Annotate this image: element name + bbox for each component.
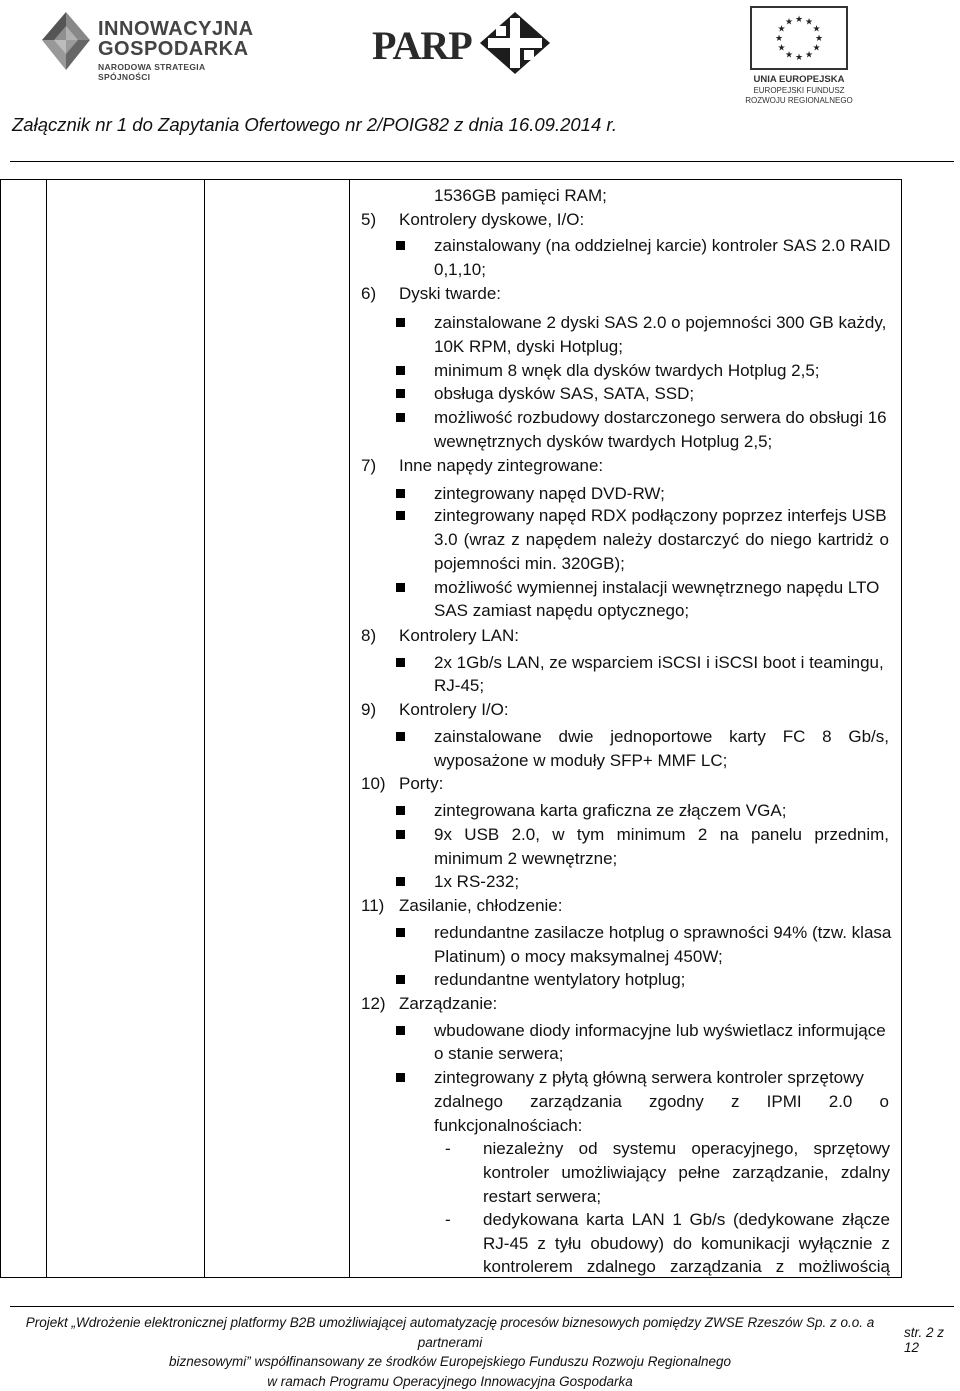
spec-text: obsługa dysków SAS, SATA, SSD; xyxy=(434,384,694,403)
bullet-square-icon xyxy=(396,241,405,250)
spec-text: minimum 8 wnęk dla dysków twardych Hotplug 2,5; xyxy=(434,361,820,380)
eu-flag-logo xyxy=(740,6,858,110)
section-heading xyxy=(361,624,519,648)
section-heading xyxy=(361,282,501,306)
bullet-square-icon xyxy=(396,732,405,741)
spec-text: dedykowana karta LAN 1 Gb/s (dedykowane złącze xyxy=(483,1208,890,1232)
section-number: 6) xyxy=(361,282,399,306)
section-heading xyxy=(361,894,562,918)
section-number: 8) xyxy=(361,624,399,648)
page-number: str. 2 z 12 xyxy=(904,1325,960,1355)
section-title: Kontrolery I/O: xyxy=(399,700,509,719)
innowacyjna-gospodarka-logo xyxy=(40,10,260,74)
spec-text: o stanie serwera; xyxy=(434,1044,563,1063)
spec-text: redundantne wentylatory hotplug; xyxy=(434,970,685,989)
svg-text:★: ★ xyxy=(785,51,793,61)
bullet-square-icon xyxy=(396,975,405,984)
section-number: 12) xyxy=(361,992,399,1016)
svg-text:★: ★ xyxy=(775,34,783,44)
footer-divider xyxy=(10,1306,954,1307)
section-title: Kontrolery dyskowe, I/O: xyxy=(399,210,584,229)
svg-text:★: ★ xyxy=(795,15,803,25)
section-title: Kontrolery LAN: xyxy=(399,626,519,645)
spec-text: kontroler umożliwiający pełne zarządzanie, zdalny xyxy=(483,1161,890,1185)
section-title: Dyski twarde: xyxy=(399,284,501,303)
table-column-divider xyxy=(204,180,205,1277)
spec-text: funkcjonalnościach: xyxy=(434,1116,582,1135)
svg-text:★: ★ xyxy=(785,18,793,28)
spec-text: RJ-45; xyxy=(434,676,484,695)
section-number: 11) xyxy=(361,894,399,918)
eu-flag xyxy=(750,6,848,70)
svg-text:★: ★ xyxy=(795,53,803,63)
header-divider xyxy=(10,161,954,162)
section-heading xyxy=(361,992,497,1016)
eu-logo-line2: EUROPEJSKI FUNDUSZ xyxy=(740,86,858,95)
section-heading xyxy=(361,772,443,796)
logo-ig-line3: NARODOWA STRATEGIA SPÓJNOŚCI xyxy=(98,62,260,82)
bullet-square-icon xyxy=(396,877,405,886)
parp-diamond-icon xyxy=(480,12,550,74)
spec-text: 2x 1Gb/s LAN, ze wsparciem iSCSI i iSCSI boot i teamingu, xyxy=(434,653,884,672)
footer-line1: Projekt „Wdrożenie elektronicznej platformy B2B umożliwiającej automatyzację procesów biznesowych pomiędzy ZWSE Rzeszów Sp. z o.o. a partnerami xyxy=(20,1313,880,1352)
bullet-square-icon xyxy=(396,511,405,520)
parp-wordmark: PARP xyxy=(372,26,472,66)
spec-text: 0,1,10; xyxy=(434,260,486,279)
spec-text: redundantne zasilacze hotplug o sprawności 94% (tzw. klasa xyxy=(434,923,891,942)
spec-text: pojemności min. 320GB); xyxy=(434,554,625,573)
logo-ig-line2: GOSPODARKA xyxy=(98,39,249,59)
bullet-square-icon xyxy=(396,489,405,498)
eu-logo-line3: ROZWOJU REGIONALNEGO xyxy=(740,96,858,105)
dash-bullet: - xyxy=(445,1137,451,1161)
spec-text: wyposażone w moduły SFP+ MMF LC; xyxy=(434,751,727,770)
section-number: 10) xyxy=(361,772,399,796)
spec-text: Platinum) o mocy maksymalnej 450W; xyxy=(434,947,723,966)
bullet-square-icon xyxy=(396,928,405,937)
spec-text: możliwość rozbudowy dostarczonego serwera do obsługi 16 xyxy=(434,408,887,427)
bullet-square-icon xyxy=(396,658,405,667)
footer-line2: biznesowymi” współfinansowany ze środków Europejskiego Funduszu Rozwoju Regionalnego xyxy=(20,1352,880,1372)
spec-text: kontrolerem zdalnego zarządzania z możliwością xyxy=(483,1255,890,1279)
section-number: 9) xyxy=(361,698,399,722)
section-title: Porty: xyxy=(399,774,443,793)
bullet-square-icon xyxy=(396,1026,405,1035)
spec-text: zintegrowana karta graficzna ze złączem VGA; xyxy=(434,801,786,820)
spec-text: minimum 2 wewnętrzne; xyxy=(434,849,617,868)
spec-text: wbudowane diody informacyjne lub wyświetlacz informujące xyxy=(434,1021,886,1040)
section-heading xyxy=(361,208,584,232)
bullet-square-icon xyxy=(396,1073,405,1082)
section-heading xyxy=(361,454,603,478)
eu-logo-line1: UNIA EUROPEJSKA xyxy=(740,74,858,85)
section-title: Zasilanie, chłodzenie: xyxy=(399,896,562,915)
spec-text: 3.0 (wraz z napędem należy dostarczyć do niego kartridż o xyxy=(434,528,889,552)
spec-text: zintegrowany napęd RDX podłączony poprzez interfejs USB xyxy=(434,506,887,525)
svg-text:★: ★ xyxy=(777,25,785,35)
spec-text: zainstalowane dwie jednoportowe karty FC 8 Gb/s, xyxy=(434,725,889,749)
footer-line3: w ramach Programu Operacyjnego Innowacyjna Gospodarka xyxy=(20,1372,880,1391)
table-column-divider xyxy=(349,180,350,1277)
parp-logo xyxy=(372,12,562,74)
spec-text: zintegrowany z płytą główną serwera kontroler sprzętowy xyxy=(434,1068,864,1087)
logo-ig-line1: INNOWACYJNA xyxy=(98,19,254,39)
bullet-square-icon xyxy=(396,806,405,815)
spec-text: możliwość wymiennej instalacji wewnętrznego napędu LTO xyxy=(434,578,879,597)
bullet-square-icon xyxy=(396,413,405,422)
spec-text: 1536GB pamięci RAM; xyxy=(434,186,607,205)
footer-project-info xyxy=(20,1313,880,1391)
section-number: 5) xyxy=(361,208,399,232)
spec-text: zintegrowany napęd DVD-RW; xyxy=(434,484,665,503)
svg-text:★: ★ xyxy=(805,18,813,28)
spec-text: zdalnego zarządzania zgodny z IPMI 2.0 o xyxy=(434,1090,889,1114)
dash-bullet: - xyxy=(445,1208,451,1232)
bullet-square-icon xyxy=(396,366,405,375)
svg-text:★: ★ xyxy=(777,44,785,54)
spec-text: 9x USB 2.0, w tym minimum 2 na panelu przednim, xyxy=(434,823,889,847)
spec-text: 10K RPM, dyski Hotplug; xyxy=(434,337,623,356)
spec-text: 1x RS-232; xyxy=(434,872,519,891)
svg-text:★: ★ xyxy=(805,51,813,61)
svg-text:★: ★ xyxy=(812,44,820,54)
innowacyjna-gospodarka-mark-icon xyxy=(40,10,92,72)
spec-text: zainstalowany (na oddzielnej karcie) kontroler SAS 2.0 RAID xyxy=(434,236,890,255)
table-column-divider xyxy=(46,180,47,1277)
spec-text: zainstalowane 2 dyski SAS 2.0 o pojemności 300 GB każdy, xyxy=(434,313,886,332)
spec-text: wewnętrznych dysków twardych Hotplug 2,5; xyxy=(434,432,772,451)
svg-text:★: ★ xyxy=(812,25,820,35)
section-heading xyxy=(361,698,509,722)
bullet-square-icon xyxy=(396,830,405,839)
document-reference: Załącznik nr 1 do Zapytania Ofertowego nr 2/POIG82 z dnia 16.09.2014 r. xyxy=(12,114,617,136)
section-title: Zarządzanie: xyxy=(399,994,497,1013)
spec-text: RJ-45 z tyłu obudowy) do komunikacji wyłącznie z xyxy=(483,1232,890,1256)
bullet-square-icon xyxy=(396,389,405,398)
section-title: Inne napędy zintegrowane: xyxy=(399,456,603,475)
bullet-square-icon xyxy=(396,583,405,592)
eu-stars-icon xyxy=(752,8,846,68)
spec-text: niezależny od systemu operacyjnego, sprzętowy xyxy=(483,1137,890,1161)
svg-text:★: ★ xyxy=(815,34,823,44)
specification-table xyxy=(0,179,902,1278)
spec-text: restart serwera; xyxy=(483,1187,601,1206)
bullet-square-icon xyxy=(396,318,405,327)
section-number: 7) xyxy=(361,454,399,478)
spec-text: SAS zamiast napędu optycznego; xyxy=(434,601,689,620)
